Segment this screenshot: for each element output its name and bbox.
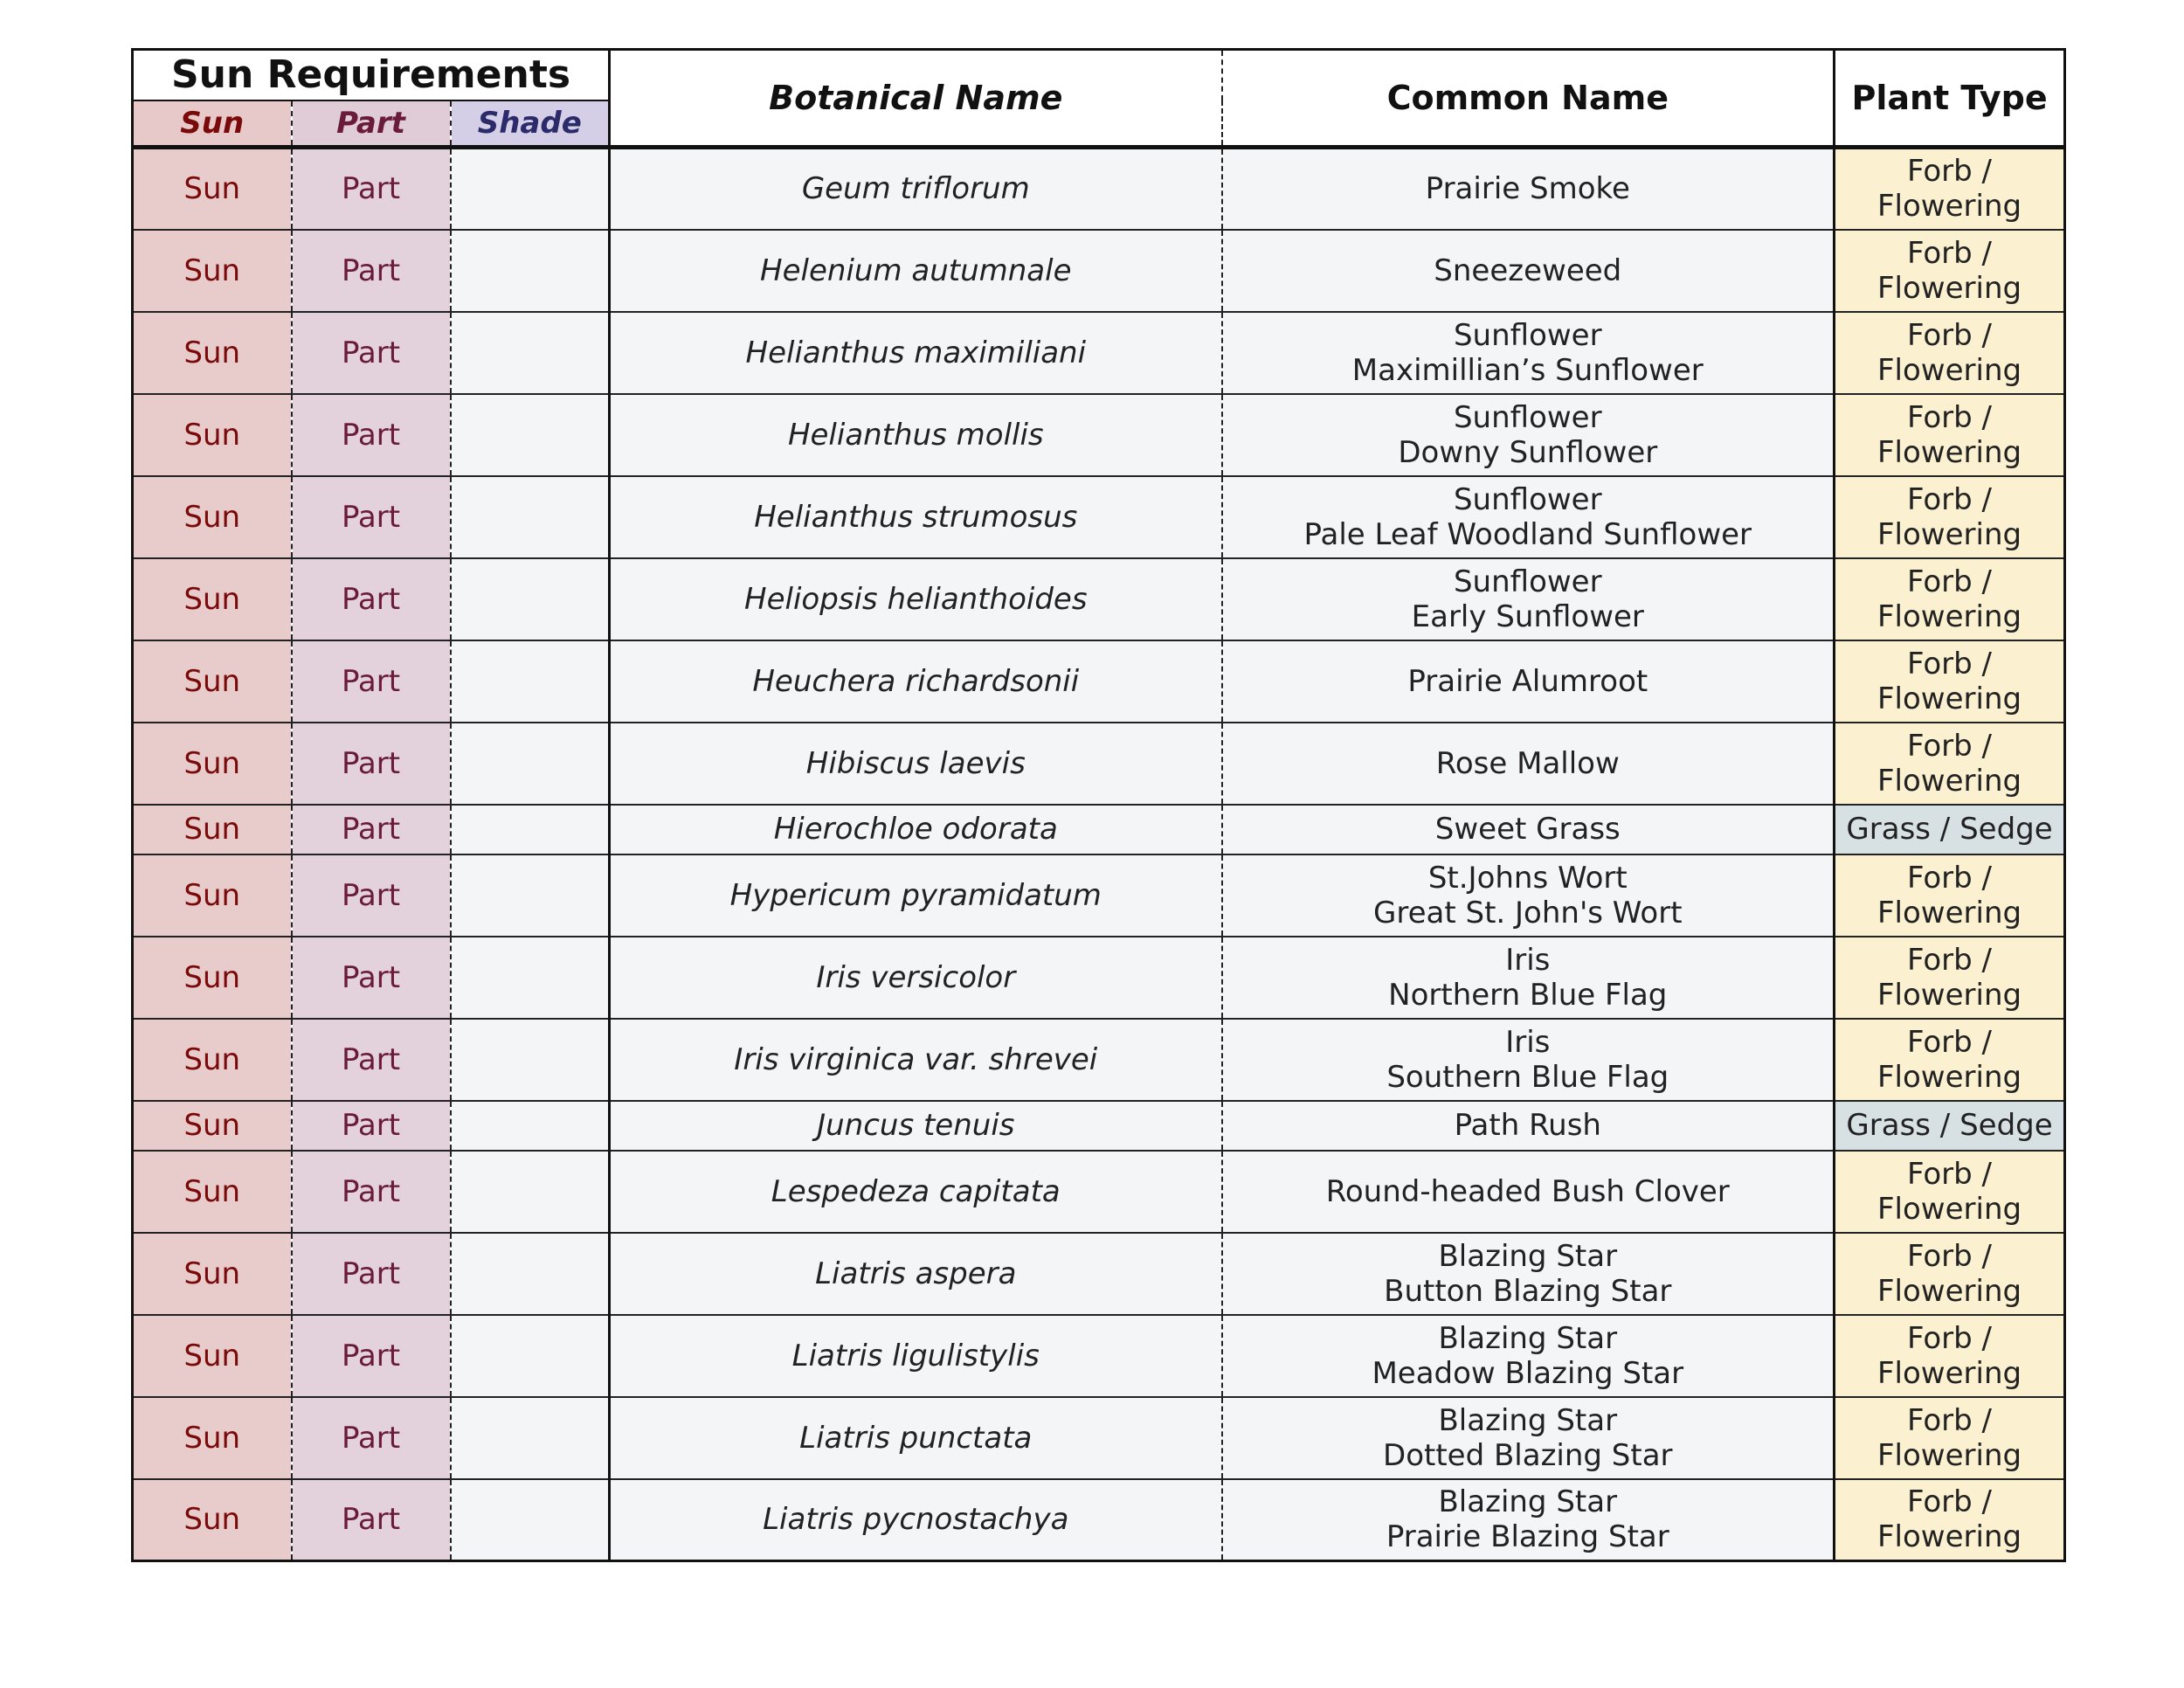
sun-cell: Sun bbox=[133, 1019, 292, 1101]
table-row bbox=[133, 148, 2065, 230]
common-name-cell bbox=[1222, 854, 1835, 937]
sun-requirements-header: Sun Requirements bbox=[133, 50, 610, 100]
part-cell: Part bbox=[292, 476, 451, 558]
botanical-name-cell: Liatris pycnostachya bbox=[610, 1479, 1222, 1561]
common-name-cell bbox=[1222, 937, 1835, 1019]
botanical-name-cell: Helianthus strumosus bbox=[610, 476, 1222, 558]
sun-cell: Sun bbox=[133, 805, 292, 854]
common-name-cell bbox=[1222, 558, 1835, 640]
botanical-name-cell: Hypericum pyramidatum bbox=[610, 854, 1222, 937]
plant-type-cell: Grass / Sedge bbox=[1835, 805, 2065, 854]
common-name-cell bbox=[1222, 1019, 1835, 1101]
botanical-name-cell: Liatris ligulistylis bbox=[610, 1315, 1222, 1397]
common-name-line: Maximillian’s Sunflower bbox=[1351, 352, 1704, 388]
sun-cell: Sun bbox=[133, 394, 292, 476]
shade-cell bbox=[451, 1315, 610, 1397]
common-name-header: Common Name bbox=[1222, 50, 1835, 148]
botanical-name-cell: Helianthus mollis bbox=[610, 394, 1222, 476]
plant-type-cell: Forb / Flowering bbox=[1835, 1479, 2065, 1561]
table-body bbox=[133, 148, 2065, 1561]
part-cell: Part bbox=[292, 640, 451, 723]
sun-cell: Sun bbox=[133, 1151, 292, 1233]
part-cell: Part bbox=[292, 1315, 451, 1397]
table-row bbox=[133, 1397, 2065, 1479]
table-row bbox=[133, 230, 2065, 312]
common-name-cell bbox=[1222, 640, 1835, 723]
common-name-line: Sneezeweed bbox=[1434, 253, 1622, 288]
common-name-line: Prairie Alumroot bbox=[1407, 663, 1648, 699]
plant-type-header: Plant Type bbox=[1835, 50, 2065, 148]
common-name-line: Pale Leaf Woodland Sunflower bbox=[1303, 516, 1752, 552]
common-name-cell bbox=[1222, 148, 1835, 230]
common-name-line: St.Johns Wort bbox=[1427, 860, 1628, 896]
common-name-cell bbox=[1222, 476, 1835, 558]
sun-cell: Sun bbox=[133, 1101, 292, 1151]
common-name-line: Sweet Grass bbox=[1434, 812, 1621, 847]
shade-subheader: Shade bbox=[451, 100, 610, 148]
botanical-name-cell: Liatris aspera bbox=[610, 1233, 1222, 1315]
plant-type-cell: Forb / Flowering bbox=[1835, 937, 2065, 1019]
table-row bbox=[133, 1019, 2065, 1101]
common-name-line: Sunflower bbox=[1453, 399, 1602, 435]
common-name-cell bbox=[1222, 1479, 1835, 1561]
table-row bbox=[133, 723, 2065, 805]
part-cell: Part bbox=[292, 148, 451, 230]
shade-cell bbox=[451, 723, 610, 805]
plant-type-cell: Forb / Flowering bbox=[1835, 854, 2065, 937]
sun-cell: Sun bbox=[133, 148, 292, 230]
sun-cell: Sun bbox=[133, 1233, 292, 1315]
common-name-line: Prairie Smoke bbox=[1425, 171, 1630, 207]
part-cell: Part bbox=[292, 312, 451, 394]
shade-cell bbox=[451, 148, 610, 230]
plant-type-cell: Forb / Flowering bbox=[1835, 394, 2065, 476]
plant-type-cell: Forb / Flowering bbox=[1835, 476, 2065, 558]
sun-subheader: Sun bbox=[133, 100, 292, 148]
table-row bbox=[133, 640, 2065, 723]
sun-cell: Sun bbox=[133, 1315, 292, 1397]
shade-cell bbox=[451, 640, 610, 723]
sun-cell: Sun bbox=[133, 854, 292, 937]
part-cell: Part bbox=[292, 230, 451, 312]
shade-cell bbox=[451, 937, 610, 1019]
plant-type-cell: Forb / Flowering bbox=[1835, 312, 2065, 394]
common-name-cell bbox=[1222, 1315, 1835, 1397]
common-name-line: Iris bbox=[1505, 942, 1551, 978]
table-row bbox=[133, 805, 2065, 854]
common-name-line: Blazing Star bbox=[1438, 1402, 1618, 1438]
shade-cell bbox=[451, 1151, 610, 1233]
botanical-name-cell: Helianthus maximiliani bbox=[610, 312, 1222, 394]
plant-type-cell: Forb / Flowering bbox=[1835, 723, 2065, 805]
table-row bbox=[133, 1151, 2065, 1233]
part-cell: Part bbox=[292, 723, 451, 805]
botanical-name-cell: Hierochloe odorata bbox=[610, 805, 1222, 854]
plant-type-cell: Forb / Flowering bbox=[1835, 1151, 2065, 1233]
plant-type-cell: Forb / Flowering bbox=[1835, 230, 2065, 312]
plant-type-cell: Forb / Flowering bbox=[1835, 640, 2065, 723]
common-name-line: Blazing Star bbox=[1438, 1238, 1618, 1274]
plant-table bbox=[131, 48, 2066, 1562]
botanical-name-cell: Liatris punctata bbox=[610, 1397, 1222, 1479]
common-name-cell bbox=[1222, 1101, 1835, 1151]
common-name-line: Sunflower bbox=[1453, 564, 1602, 599]
part-cell: Part bbox=[292, 805, 451, 854]
plant-type-cell: Forb / Flowering bbox=[1835, 1315, 2065, 1397]
shade-cell bbox=[451, 1479, 610, 1561]
common-name-line: Blazing Star bbox=[1438, 1484, 1618, 1520]
common-name-line: Blazing Star bbox=[1438, 1320, 1618, 1356]
shade-cell bbox=[451, 1397, 610, 1479]
part-cell: Part bbox=[292, 1233, 451, 1315]
botanical-name-cell: Iris virginica var. shrevei bbox=[610, 1019, 1222, 1101]
part-cell: Part bbox=[292, 937, 451, 1019]
shade-cell bbox=[451, 854, 610, 937]
common-name-line: Northern Blue Flag bbox=[1388, 977, 1668, 1013]
common-name-cell bbox=[1222, 394, 1835, 476]
part-subheader: Part bbox=[292, 100, 451, 148]
common-name-line: Sunflower bbox=[1453, 317, 1602, 353]
common-name-cell bbox=[1222, 312, 1835, 394]
table-row bbox=[133, 1315, 2065, 1397]
shade-cell bbox=[451, 394, 610, 476]
shade-cell bbox=[451, 1233, 610, 1315]
common-name-line: Early Sunflower bbox=[1411, 598, 1644, 634]
botanical-name-cell: Lespedeza capitata bbox=[610, 1151, 1222, 1233]
shade-cell bbox=[451, 312, 610, 394]
common-name-line: Prairie Blazing Star bbox=[1386, 1519, 1669, 1555]
sun-cell: Sun bbox=[133, 230, 292, 312]
sun-cell: Sun bbox=[133, 312, 292, 394]
part-cell: Part bbox=[292, 1019, 451, 1101]
shade-cell bbox=[451, 1101, 610, 1151]
part-cell: Part bbox=[292, 1479, 451, 1561]
part-cell: Part bbox=[292, 394, 451, 476]
shade-cell bbox=[451, 230, 610, 312]
common-name-line: Southern Blue Flag bbox=[1386, 1059, 1669, 1095]
table-row bbox=[133, 1101, 2065, 1151]
part-cell: Part bbox=[292, 1101, 451, 1151]
shade-cell bbox=[451, 476, 610, 558]
botanical-name-cell: Geum triflorum bbox=[610, 148, 1222, 230]
common-name-line: Iris bbox=[1505, 1024, 1551, 1060]
botanical-name-cell: Iris versicolor bbox=[610, 937, 1222, 1019]
sun-cell: Sun bbox=[133, 476, 292, 558]
common-name-line: Button Blazing Star bbox=[1384, 1273, 1672, 1309]
part-cell: Part bbox=[292, 1397, 451, 1479]
part-cell: Part bbox=[292, 558, 451, 640]
table-row bbox=[133, 394, 2065, 476]
common-name-line: Dotted Blazing Star bbox=[1383, 1437, 1673, 1473]
botanical-name-cell: Hibiscus laevis bbox=[610, 723, 1222, 805]
common-name-cell bbox=[1222, 230, 1835, 312]
botanical-name-cell: Juncus tenuis bbox=[610, 1101, 1222, 1151]
sun-cell: Sun bbox=[133, 1479, 292, 1561]
table-row bbox=[133, 312, 2065, 394]
shade-cell bbox=[451, 1019, 610, 1101]
common-name-cell bbox=[1222, 1397, 1835, 1479]
part-cell: Part bbox=[292, 1151, 451, 1233]
shade-cell bbox=[451, 805, 610, 854]
common-name-cell bbox=[1222, 1151, 1835, 1233]
table-row bbox=[133, 1233, 2065, 1315]
common-name-line: Rose Mallow bbox=[1435, 745, 1620, 781]
common-name-cell bbox=[1222, 805, 1835, 854]
botanical-name-cell: Heuchera richardsonii bbox=[610, 640, 1222, 723]
common-name-cell bbox=[1222, 1233, 1835, 1315]
sun-cell: Sun bbox=[133, 723, 292, 805]
botanical-name-cell: Heliopsis helianthoides bbox=[610, 558, 1222, 640]
common-name-line: Round-headed Bush Clover bbox=[1325, 1173, 1730, 1209]
common-name-line: Downy Sunflower bbox=[1398, 434, 1658, 470]
plant-type-cell: Forb / Flowering bbox=[1835, 558, 2065, 640]
shade-cell bbox=[451, 558, 610, 640]
plant-type-cell: Forb / Flowering bbox=[1835, 1397, 2065, 1479]
plant-type-cell: Grass / Sedge bbox=[1835, 1101, 2065, 1151]
common-name-line: Sunflower bbox=[1453, 481, 1602, 517]
common-name-line: Meadow Blazing Star bbox=[1372, 1355, 1684, 1391]
sun-cell: Sun bbox=[133, 640, 292, 723]
table-header bbox=[133, 50, 2065, 148]
plant-type-cell: Forb / Flowering bbox=[1835, 1019, 2065, 1101]
table-row bbox=[133, 476, 2065, 558]
sun-cell: Sun bbox=[133, 1397, 292, 1479]
botanical-name-cell: Helenium autumnale bbox=[610, 230, 1222, 312]
table-row bbox=[133, 937, 2065, 1019]
table-row bbox=[133, 1479, 2065, 1561]
plant-type-cell: Forb / Flowering bbox=[1835, 148, 2065, 230]
table-row bbox=[133, 854, 2065, 937]
part-cell: Part bbox=[292, 854, 451, 937]
botanical-name-header: Botanical Name bbox=[610, 50, 1222, 148]
plant-type-cell: Forb / Flowering bbox=[1835, 1233, 2065, 1315]
common-name-line: Great St. John's Wort bbox=[1373, 895, 1683, 930]
sun-cell: Sun bbox=[133, 558, 292, 640]
table-row bbox=[133, 558, 2065, 640]
common-name-cell bbox=[1222, 723, 1835, 805]
sun-cell: Sun bbox=[133, 937, 292, 1019]
common-name-line: Path Rush bbox=[1454, 1108, 1601, 1143]
